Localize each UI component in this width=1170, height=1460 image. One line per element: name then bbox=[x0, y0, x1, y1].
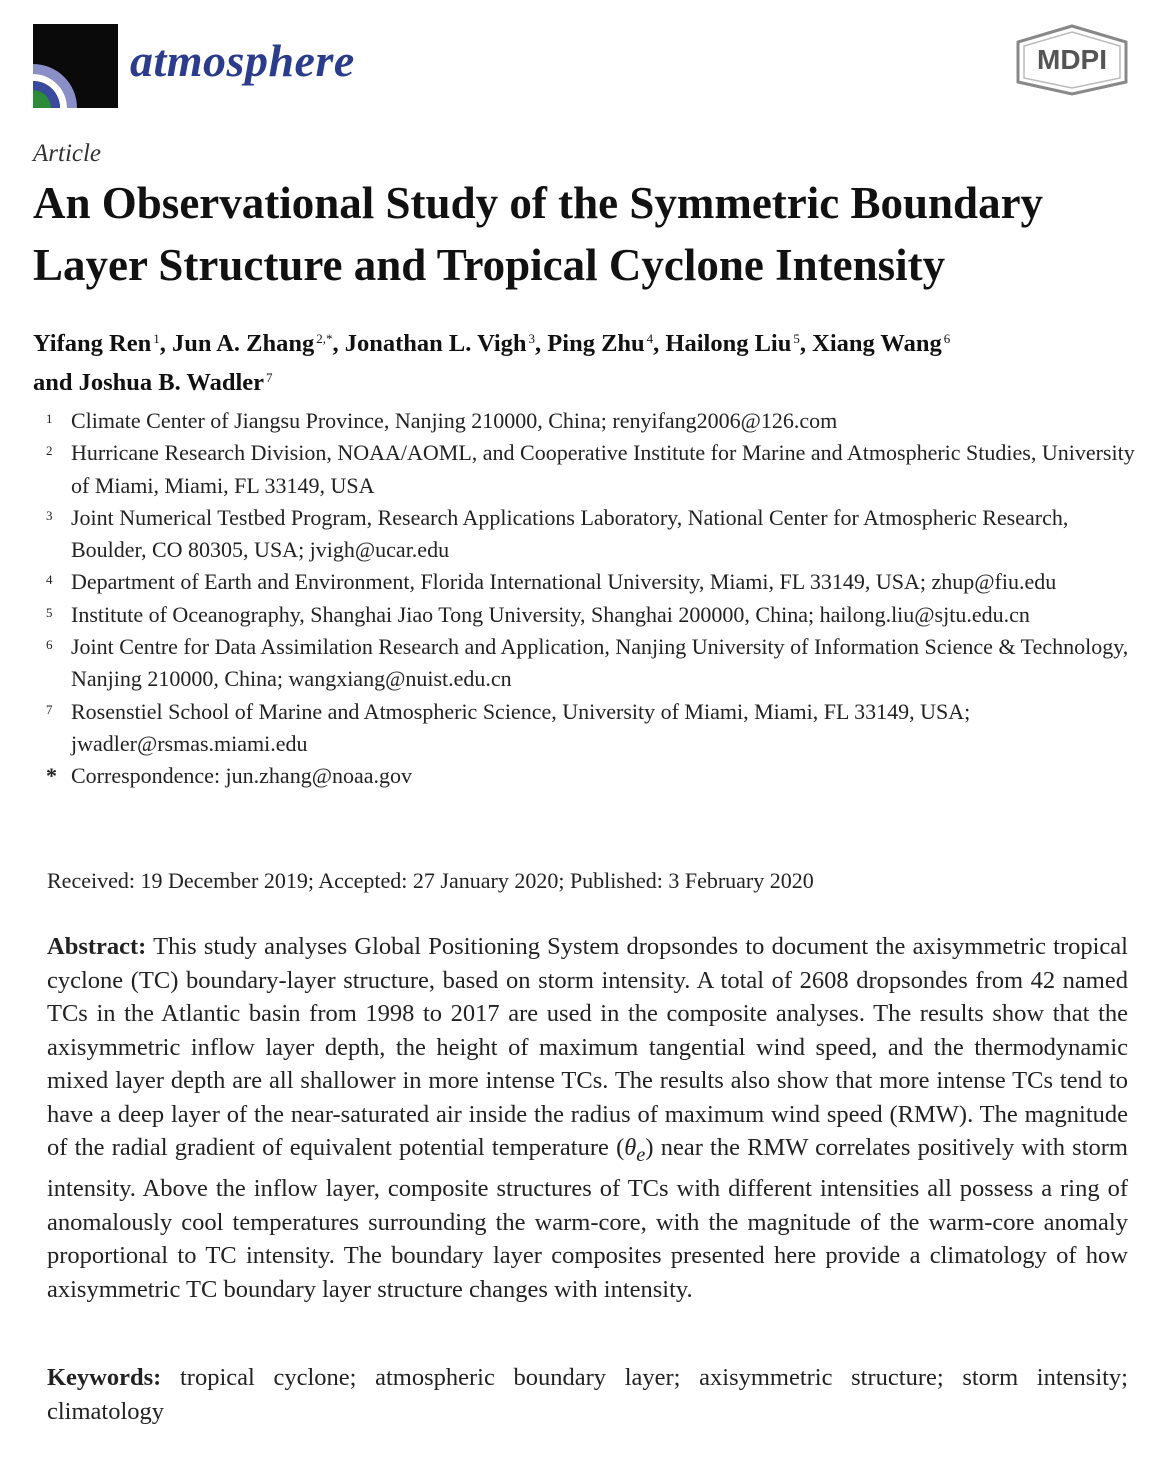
author[interactable]: Yifang Ren $^1$, bbox=[33, 330, 166, 357]
author[interactable]: and Joshua B. Wadler $^7$ bbox=[33, 369, 273, 396]
keywords: Keywords: tropical cyclone; atmospheric boundary layer; axisymmetric structure; storm intensity; climatology bbox=[47, 1364, 1128, 1425]
author[interactable]: Jonathan L. Vigh $^3$, bbox=[344, 330, 542, 357]
author[interactable]: Xiang Wang $^6$ bbox=[812, 330, 951, 357]
affiliation-item: 3 Joint Numerical Testbed Program, Research Applications Laboratory, National Center for Atmospheric Research, Boulder, CO 80305, USA; jvigh@ucar.edu bbox=[46, 504, 1069, 563]
abstract-label: Abstract: bbox=[47, 933, 147, 960]
author-list bbox=[33, 322, 1133, 400]
affiliation-list bbox=[33, 405, 1143, 793]
journal-name[interactable]: atmosphere bbox=[130, 35, 355, 86]
mdpi-logo-text: MDPI bbox=[1037, 44, 1107, 75]
journal-logo-icon bbox=[33, 24, 118, 108]
publication-dates: Received: 19 December 2019; Accepted: 27 January 2020; Published: 3 February 2020 bbox=[47, 868, 814, 893]
mdpi-logo-icon[interactable] bbox=[1014, 24, 1130, 96]
author[interactable]: Jun A. Zhang $^{2,*}$, bbox=[171, 330, 339, 357]
keywords-label: Keywords: bbox=[47, 1364, 162, 1391]
author[interactable]: Ping Zhu $^4$, bbox=[547, 330, 660, 357]
affiliation-item: 5 Institute of Oceanography, Shanghai Jiao Tong University, Shanghai 200000, China; hailong.liu@sjtu.edu.cn bbox=[46, 601, 1030, 627]
affiliation-item: 1 Climate Center of Jiangsu Province, Nanjing 210000, China; renyifang2006@126.com bbox=[46, 408, 838, 433]
author[interactable]: Hailong Liu $^5$, bbox=[665, 330, 806, 357]
journal-header bbox=[0, 0, 1170, 120]
article-title: An Observational Study of the Symmetric Boundary Layer Structure and Tropical Cyclone Intensity bbox=[33, 178, 1044, 290]
article-type: Article bbox=[33, 140, 102, 167]
correspondence: * Correspondence: jun.zhang@noaa.gov bbox=[46, 763, 412, 789]
abstract: Abstract: This study analyses Global Positioning System dropsondes to document the axisymmetric tropical cyclone (TC) boundary-layer structure, based on storm intensity. A total of 2608 dropsondes from 42 named TCs in the Atlantic basin from 1998 to 2017 are used in the composite analyses. The results show that the axisymmetric inflow layer depth, the height of maximum tangential wind speed, and the thermodynamic mixed layer depth are all shallower in more intense TCs. The results also show that more intense TCs tend to have a deep layer of the near-saturated air inside the radius of maximum wind speed (RMW). The magnitude of the radial gradient of equivalent potential temperature $(\theta_e)$ near the RMW correlates positively with storm intensity. Above the inflow layer, composite structures of TCs with different intensities all possess a ring of anomalously cool temperatures surrounding the warm-core, with the magnitude of the warm-core anomaly proportional to TC intensity. The boundary layer composites presented here provide a climatology of how axisymmetric TC boundary layer structure changes with intensity. bbox=[47, 933, 1128, 1303]
affiliation-item: 7 Rosenstiel School of Marine and Atmospheric Science, University of Miami, Miami, FL 33149, USA; jwadler@rsmas.miami.edu bbox=[46, 698, 971, 756]
affiliation-item: 6 Joint Centre for Data Assimilation Research and Application, Nanjing University of Information Science & Technology, Nanjing 210000, China; wangxiang@nuist.edu.cn bbox=[46, 634, 1129, 692]
affiliation-item: 2 Hurricane Research Division, NOAA/AOML, and Cooperative Institute for Marine and Atmospheric Studies, University of Miami, Miami, FL 33149, USA bbox=[46, 440, 1135, 498]
affiliation-item: 4 Department of Earth and Environment, Florida International University, Miami, FL 33149, USA; zhup@fiu.edu bbox=[46, 569, 1057, 595]
